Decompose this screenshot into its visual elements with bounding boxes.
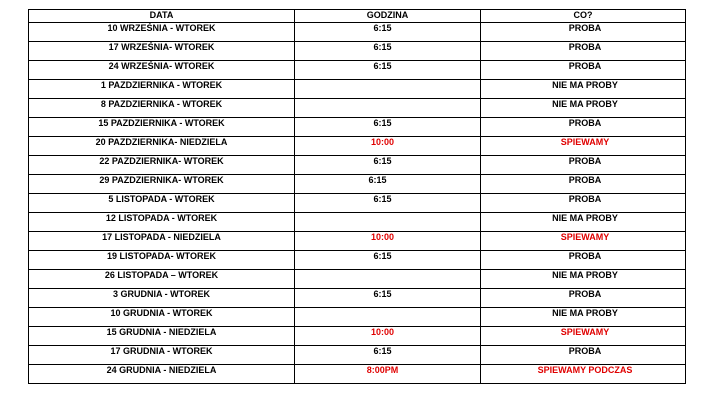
time-cell bbox=[295, 270, 481, 289]
activity-cell: PROBA bbox=[481, 156, 686, 175]
activity-cell: SPIEWAMY bbox=[481, 327, 686, 346]
header-what: CO? bbox=[481, 10, 686, 23]
table-row bbox=[29, 80, 686, 99]
date-cell: 10 GRUDNIA - WTOREK bbox=[29, 308, 295, 327]
time-cell: 10:00 bbox=[295, 327, 481, 346]
time-cell: 10:00 bbox=[295, 232, 481, 251]
time-cell: 6:15 bbox=[295, 251, 481, 270]
table-row bbox=[29, 346, 686, 365]
date-cell: 29 PAZDZIERNIKA- WTOREK bbox=[29, 175, 295, 194]
time-cell: 6:15 bbox=[295, 23, 481, 42]
table-row bbox=[29, 308, 686, 327]
table-row bbox=[29, 137, 686, 156]
activity-cell: NIE MA PROBY bbox=[481, 308, 686, 327]
table-row bbox=[29, 289, 686, 308]
time-cell: 6:15 bbox=[295, 156, 481, 175]
activity-cell: PROBA bbox=[481, 251, 686, 270]
header-date: DATA bbox=[29, 10, 295, 23]
time-cell: 6:15 bbox=[295, 175, 481, 194]
activity-cell: PROBA bbox=[481, 118, 686, 137]
date-cell: 15 GRUDNIA - NIEDZIELA bbox=[29, 327, 295, 346]
table-row bbox=[29, 251, 686, 270]
date-cell: 22 PAZDZIERNIKA- WTOREK bbox=[29, 156, 295, 175]
table-row bbox=[29, 61, 686, 80]
date-cell: 17 WRZEŚNIA- WTOREK bbox=[29, 42, 295, 61]
activity-cell: PROBA bbox=[481, 346, 686, 365]
time-cell: 6:15 bbox=[295, 194, 481, 213]
date-cell: 19 LISTOPADA- WTOREK bbox=[29, 251, 295, 270]
time-cell: 8:00PM bbox=[295, 365, 481, 384]
table-row bbox=[29, 42, 686, 61]
activity-cell: SPIEWAMY bbox=[481, 232, 686, 251]
time-cell: 10:00 bbox=[295, 137, 481, 156]
date-cell: 12 LISTOPADA - WTOREK bbox=[29, 213, 295, 232]
date-cell: 1 PAZDZIERNIKA - WTOREK bbox=[29, 80, 295, 99]
table-row bbox=[29, 232, 686, 251]
date-cell: 24 GRUDNIA - NIEDZIELA bbox=[29, 365, 295, 384]
time-cell: 6:15 bbox=[295, 346, 481, 365]
table-row bbox=[29, 175, 686, 194]
activity-cell: NIE MA PROBY bbox=[481, 80, 686, 99]
table-row bbox=[29, 327, 686, 346]
table-row bbox=[29, 213, 686, 232]
activity-cell: PROBA bbox=[481, 175, 686, 194]
date-cell: 10 WRZEŚNIA - WTOREK bbox=[29, 23, 295, 42]
date-cell: 8 PAZDZIERNIKA - WTOREK bbox=[29, 99, 295, 118]
schedule-table bbox=[28, 9, 686, 384]
header-row bbox=[29, 10, 686, 23]
date-cell: 17 GRUDNIA - WTOREK bbox=[29, 346, 295, 365]
header-time: GODZINA bbox=[295, 10, 481, 23]
date-cell: 26 LISTOPADA – WTOREK bbox=[29, 270, 295, 289]
table-row bbox=[29, 194, 686, 213]
date-cell: 5 LISTOPADA - WTOREK bbox=[29, 194, 295, 213]
date-cell: 15 PAZDZIERNIKA - WTOREK bbox=[29, 118, 295, 137]
activity-cell: SPIEWAMY bbox=[481, 137, 686, 156]
table-body bbox=[29, 23, 686, 384]
activity-cell: PROBA bbox=[481, 289, 686, 308]
time-cell bbox=[295, 213, 481, 232]
table-row bbox=[29, 118, 686, 137]
date-cell: 20 PAZDZIERNIKA- NIEDZIELA bbox=[29, 137, 295, 156]
time-cell bbox=[295, 308, 481, 327]
date-cell: 17 LISTOPADA - NIEDZIELA bbox=[29, 232, 295, 251]
time-cell: 6:15 bbox=[295, 289, 481, 308]
table-row bbox=[29, 99, 686, 118]
activity-cell: PROBA bbox=[481, 42, 686, 61]
time-cell bbox=[295, 99, 481, 118]
activity-cell: PROBA bbox=[481, 23, 686, 42]
time-cell: 6:15 bbox=[295, 42, 481, 61]
activity-cell: NIE MA PROBY bbox=[481, 270, 686, 289]
table-header bbox=[29, 10, 686, 23]
time-cell: 6:15 bbox=[295, 61, 481, 80]
date-cell: 24 WRZEŚNIA- WTOREK bbox=[29, 61, 295, 80]
table-row bbox=[29, 365, 686, 384]
activity-cell: NIE MA PROBY bbox=[481, 99, 686, 118]
date-cell: 3 GRUDNIA - WTOREK bbox=[29, 289, 295, 308]
time-cell bbox=[295, 80, 481, 99]
activity-cell: PROBA bbox=[481, 61, 686, 80]
table-row bbox=[29, 270, 686, 289]
table-row bbox=[29, 156, 686, 175]
activity-cell: SPIEWAMY PODCZAS bbox=[481, 365, 686, 384]
activity-cell: NIE MA PROBY bbox=[481, 213, 686, 232]
activity-cell: PROBA bbox=[481, 194, 686, 213]
table-row bbox=[29, 23, 686, 42]
time-cell: 6:15 bbox=[295, 118, 481, 137]
